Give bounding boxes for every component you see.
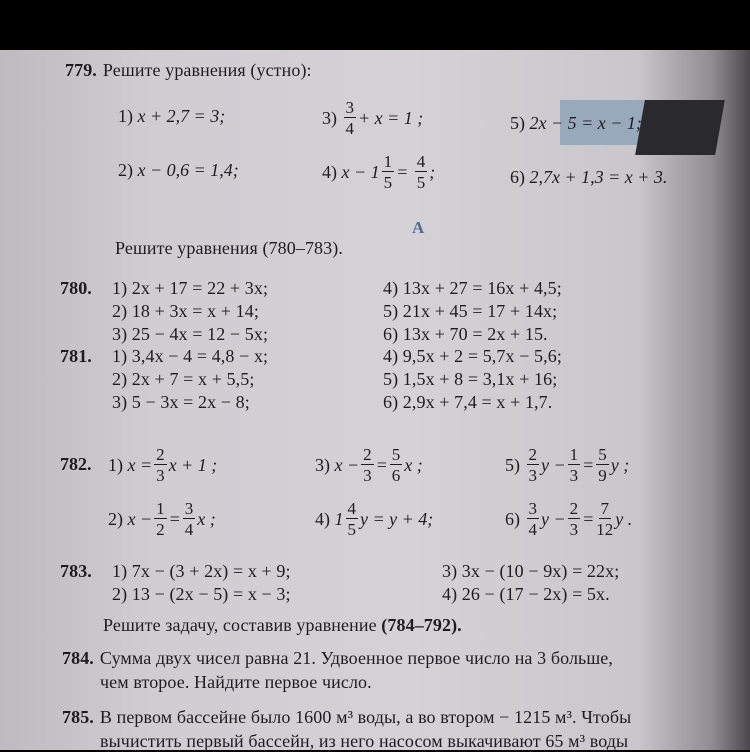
denominator: 3: [156, 466, 165, 485]
equation: 1) 3,4x − 4 = 4,8 − x;: [112, 346, 269, 366]
denominator: 4: [184, 520, 194, 539]
exercise-782-number: [60, 454, 98, 475]
illustration-dark: [635, 100, 725, 155]
expression: =: [396, 161, 413, 182]
expression: x ;: [404, 454, 423, 475]
instruction: Решите уравнения (устно):: [102, 60, 312, 80]
numerator: 2: [363, 445, 372, 464]
numerator: 7: [600, 499, 610, 518]
fraction: [382, 153, 395, 191]
denominator: 3: [528, 466, 537, 485]
expression: x + 2,7 = 3;: [137, 106, 226, 126]
equation: 3) 25 − 4x = 12 − 5x;: [112, 324, 269, 344]
equation: 6) 2,9x + 7,4 = x + 1,7.: [383, 392, 553, 412]
fraction: [154, 446, 167, 484]
equation: 1) 2x + 17 = 22 + 3x;: [112, 278, 269, 298]
equation: [510, 167, 667, 188]
equation: 4) 13x + 27 = 16x + 4,5;: [383, 278, 562, 298]
item-label: 4): [315, 508, 335, 529]
exercise-number: 782.: [60, 454, 92, 474]
expression: x − 0,6 = 1,4;: [137, 160, 239, 180]
denominator: 6: [391, 466, 401, 485]
equation: 5) 21x + 45 = 17 + 14x;: [383, 301, 558, 321]
problem-text-line: Сумма двух чисел равна 21. Удвоенное первое число на 3 больше,: [99, 648, 613, 668]
expression: =: [375, 454, 388, 475]
exercise-number: 783.: [60, 561, 92, 581]
exercise-779-title: [65, 60, 312, 81]
fraction: [596, 500, 613, 538]
expression: x −: [334, 454, 360, 475]
denominator: 3: [569, 520, 579, 539]
expression: x −: [127, 508, 153, 529]
equation: 3) 3x − (10 − 9x) = 22x;: [442, 561, 620, 581]
denominator: 3: [363, 466, 372, 485]
expression: y −: [541, 454, 566, 475]
denominator: 5: [347, 520, 356, 539]
expression: y ;: [610, 454, 630, 475]
exercise-number: 784.: [62, 648, 94, 668]
equation: 5) 1,5x + 8 = 3,1x + 16;: [383, 369, 558, 389]
expression: =: [582, 508, 595, 529]
numerator: 1: [383, 152, 393, 171]
expression: =: [168, 508, 181, 529]
item-label: 5): [505, 454, 525, 475]
equation: [118, 160, 239, 181]
equation: 3) 5 − 3x = 2x − 8;: [112, 392, 250, 412]
expression: 1: [334, 508, 344, 529]
equation: [505, 500, 632, 538]
exercise-number: 781.: [60, 346, 92, 366]
equation: [505, 446, 629, 484]
expression: + x = 1 ;: [358, 107, 424, 128]
expression: x ;: [197, 508, 216, 529]
fraction: [527, 500, 540, 538]
fraction: [154, 500, 167, 538]
denominator: 12: [596, 520, 614, 539]
expression: x =: [127, 454, 153, 475]
item-label: 4): [322, 161, 342, 182]
fraction: [183, 500, 196, 538]
numerator: 3: [184, 499, 194, 518]
equation: 1) 7x − (3 + 2x) = x + 9;: [112, 561, 291, 581]
equation: 2) 13 − (2x − 5) = x − 3;: [112, 584, 291, 604]
equation: 2) 2x + 7 = x + 5,5;: [112, 369, 255, 389]
problem-text-line: чем второе. Найдите первое число.: [100, 672, 372, 692]
task-heading-range: (784–792).: [381, 615, 462, 635]
item-label: 1): [108, 454, 128, 475]
expression: =: [582, 454, 595, 475]
denominator: 9: [598, 466, 607, 485]
denominator: 4: [528, 520, 537, 539]
numerator: 1: [156, 499, 165, 518]
numerator: 3: [345, 98, 354, 117]
task-heading-text: Решите задачу, составив уравнение: [103, 615, 382, 635]
equation: 6) 13x + 70 = 2x + 15.: [383, 324, 548, 344]
fraction: [415, 153, 428, 191]
denominator: 4: [345, 119, 354, 138]
numerator: 3: [528, 499, 537, 518]
fraction: [596, 446, 609, 484]
exercise-785: [62, 707, 631, 728]
fraction: [568, 446, 581, 484]
expression: 2,7x + 1,3 = x + 3.: [529, 167, 668, 187]
exercise-number: 785.: [62, 707, 94, 727]
denominator: 2: [156, 520, 165, 539]
exercise-number: 779.: [65, 60, 97, 80]
item-label: 3): [315, 454, 335, 475]
item-label: 6): [505, 508, 525, 529]
equation: 4) 9,5x + 2 = 5,7x − 5,6;: [383, 346, 562, 366]
item-label: 5): [510, 113, 530, 133]
fraction: [344, 99, 357, 137]
item-label: 2): [118, 160, 138, 180]
fraction: [390, 446, 403, 484]
denominator: 5: [383, 173, 393, 192]
expression: y −: [541, 508, 566, 529]
problem-text-line: вычистить первый бассейн, из него насосом выкачивают 65 м³ воды: [100, 731, 629, 751]
expression: ;: [429, 161, 436, 182]
expression: x + 1 ;: [168, 454, 218, 475]
numerator: 5: [391, 445, 401, 464]
item-label: 2): [108, 508, 128, 529]
problem-text-line: В первом бассейне было 1600 м³ воды, а во втором − 1215 м³. Чтобы: [99, 707, 632, 727]
equation: 2) 18 + 3x = x + 14;: [112, 301, 259, 321]
exercise-number: 780.: [60, 278, 92, 298]
equation: [322, 153, 435, 191]
denominator: 5: [416, 173, 426, 192]
numerator: 2: [156, 445, 165, 464]
equation: [510, 113, 642, 134]
expression: 2x − 5 = x − 1;: [529, 113, 642, 133]
equation: 4) 26 − (17 − 2x) = 5x.: [442, 584, 610, 604]
numerator: 2: [528, 445, 537, 464]
numerator: 4: [416, 152, 426, 171]
equation: [315, 500, 433, 538]
fraction: [568, 500, 581, 538]
equation: [108, 500, 216, 538]
item-label: 1): [118, 106, 138, 126]
section-letter: А: [412, 218, 425, 237]
section-heading: Решите уравнения (780–783).: [115, 238, 343, 258]
expression: y = y + 4;: [360, 508, 434, 529]
equation: [322, 99, 423, 137]
item-label: 6): [510, 167, 530, 187]
expression: y .: [615, 508, 633, 529]
fraction: [361, 446, 374, 484]
numerator: 2: [569, 499, 579, 518]
numerator: 5: [598, 445, 607, 464]
numerator: 1: [569, 445, 579, 464]
item-label: 3): [322, 107, 342, 128]
fraction: [346, 500, 359, 538]
equation: [108, 446, 217, 484]
equation: [315, 446, 423, 484]
equation: [118, 106, 225, 127]
numerator: 4: [347, 499, 356, 518]
denominator: 3: [569, 466, 579, 485]
exercise-784: [62, 648, 613, 669]
expression: x − 1: [341, 161, 380, 182]
task-heading: [103, 615, 462, 636]
fraction: [527, 446, 540, 484]
